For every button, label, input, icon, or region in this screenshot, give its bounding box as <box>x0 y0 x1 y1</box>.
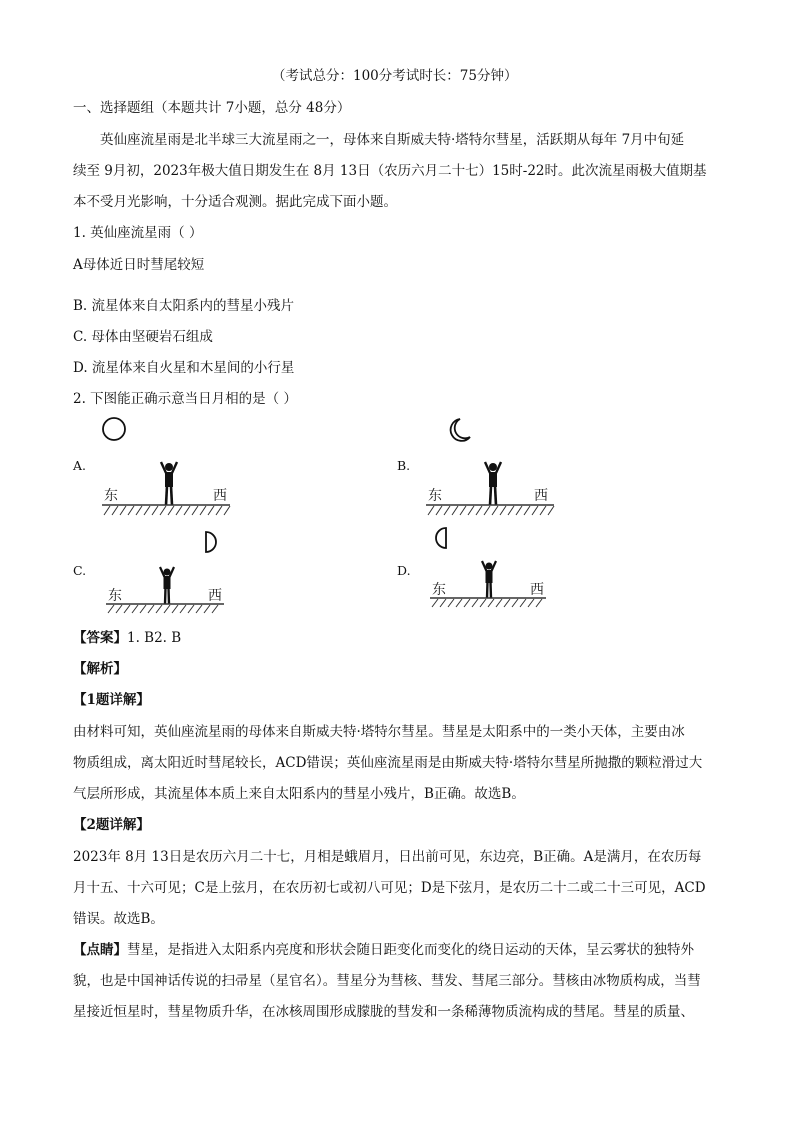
tip-line-3: 星接近恒星时，彗星物质升华，在冰核周围形成朦胧的彗发和一条稀薄物质流构成的彗尾。彗星的质量、 <box>73 1004 694 1020</box>
last-quarter-moon-icon <box>436 528 446 548</box>
detail1-line-2: 物质组成，离太阳近时彗尾较长，ACD错误；英仙座流星雨是由斯威夫特·塔特尔彗星所抛撒的颗粒滑过大 <box>73 755 703 771</box>
west-label: 西 <box>534 488 548 504</box>
q2-option-b-diagram[interactable] <box>424 415 564 520</box>
detail1-label: 【1题详解】 <box>73 692 150 708</box>
q1-option-b[interactable]: B. 流星体来自太阳系内的彗星小残片 <box>73 298 295 314</box>
first-quarter-moon-icon <box>206 532 216 552</box>
detail2-label: 【2题详解】 <box>73 817 150 833</box>
person-icon <box>485 462 501 505</box>
answer <box>73 628 181 648</box>
q2-option-a-letter[interactable]: A. <box>73 458 87 473</box>
east-label: 东 <box>104 488 118 504</box>
tip-line-1 <box>73 940 694 960</box>
east-label: 东 <box>428 488 442 504</box>
section-title: 一、选择题组（本题共计 7小题，总分 48分） <box>73 100 351 116</box>
q2-option-d-diagram[interactable] <box>428 522 558 614</box>
detail2-line-2: 月十五、十六可见；C是上弦月，在农历初七或初八可见；D是下弦月，是农历二十二或二十三可见，ACD <box>73 880 706 896</box>
detail2-line-1: 2023年 8月 13日是农历六月二十七，月相是蛾眉月，日出前可见，东边亮，B正确。A是满月，在农历每 <box>73 849 702 865</box>
east-label: 东 <box>432 582 446 598</box>
answer-label: 【答案】 <box>73 630 127 646</box>
tip-label: 【点睛】 <box>73 942 127 958</box>
q2-option-c-letter[interactable]: C. <box>73 563 87 578</box>
q2-option-c-diagram[interactable] <box>104 528 234 620</box>
tip-line-2: 貌，也是中国神话传说的扫帚星（星官名）。彗星分为彗核、彗发、彗尾三部分。彗核由冰物质构成，当彗 <box>73 973 701 989</box>
tip-text-1: 彗星，是指进入太阳系内亮度和形状会随日距变化而变化的绕日运动的天体，呈云雾状的独特外 <box>127 942 694 958</box>
answer-text: 1. B2. B <box>127 630 182 646</box>
full-moon-icon <box>103 418 125 440</box>
crescent-moon-icon <box>451 419 470 441</box>
west-label: 西 <box>213 488 227 504</box>
q2-stem: 2. 下图能正确示意当日月相的是（ ） <box>73 391 297 407</box>
q1-option-d[interactable]: D. 流星体来自火星和木星间的小行星 <box>73 360 295 376</box>
detail1-line-3: 气层所形成，其流星体本质上来自太阳系内的彗星小残片，B正确。故选B。 <box>73 786 525 802</box>
west-label: 西 <box>530 582 544 598</box>
person-icon <box>482 561 496 598</box>
detail1-line-1: 由材料可知，英仙座流星雨的母体来自斯威夫特·塔特尔彗星。彗星是太阳系中的一类小天体，主要由冰 <box>73 724 685 740</box>
q1-option-c[interactable]: C. 母体由坚硬岩石组成 <box>73 329 213 345</box>
person-icon <box>160 567 174 604</box>
q2-option-a-diagram[interactable] <box>100 415 240 520</box>
analysis-label: 【解析】 <box>73 661 127 677</box>
q2-option-b-letter[interactable]: B. <box>397 458 411 473</box>
west-label: 西 <box>208 588 222 604</box>
passage-line-2: 续至 9月初，2023年极大值日期发生在 8月 13日（农历六月二十七）15时-22时。此次流星雨极大值期基 <box>73 163 707 179</box>
ground <box>106 604 224 613</box>
passage-line-3: 本不受月光影响，十分适合观测。据此完成下面小题。 <box>73 194 397 210</box>
detail2-line-3: 错误。故选B。 <box>73 911 164 927</box>
ground <box>102 505 230 515</box>
exam-info: （考试总分：100分考试时长：75分钟） <box>272 68 518 84</box>
ground <box>430 598 546 607</box>
person-icon <box>161 462 177 505</box>
passage-line-1: 英仙座流星雨是北半球三大流星雨之一，母体来自斯威夫特·塔特尔彗星，活跃期从每年 7月中旬延 <box>100 132 685 148</box>
q1-stem: 1. 英仙座流星雨（ ） <box>73 225 203 241</box>
ground <box>426 505 554 515</box>
q2-option-d-letter[interactable]: D. <box>397 563 411 578</box>
east-label: 东 <box>108 588 122 604</box>
q1-option-a[interactable]: A母体近日时彗尾较短 <box>73 257 205 273</box>
